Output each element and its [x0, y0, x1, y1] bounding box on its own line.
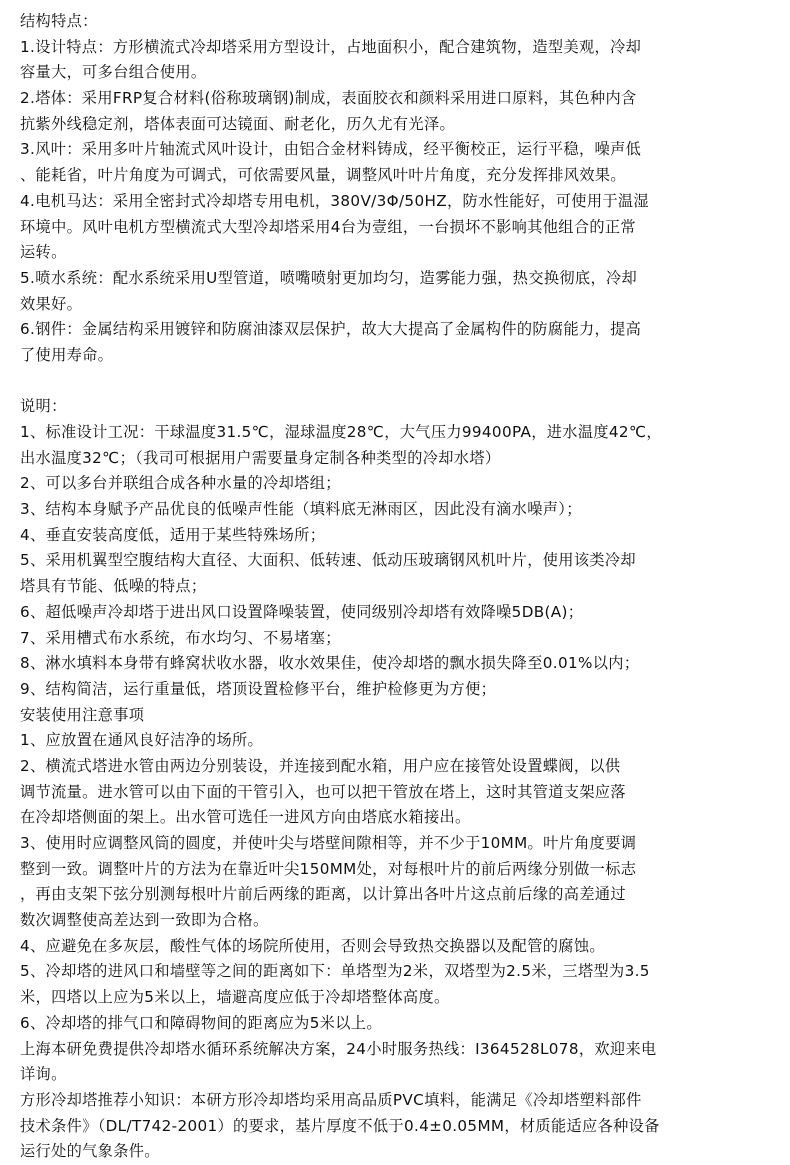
notes-line: 9、结构简洁，运行重量低，塔顶设置检修平台，维护检修更为方便；	[20, 679, 497, 698]
features-line: 2.塔体：采用FRP复合材料(俗称玻璃钢)制成，表面胶衣和颜料采用进口原料，其色种内含	[20, 89, 637, 108]
install-line: ，再由支架下弦分别测每根叶片前后两缘的距离，以计算出各叶片这点前后缘的高差通过	[20, 885, 626, 904]
install-line: 在冷却塔侧面的架上。出水管可选任一进风方向由塔底水箱接出。	[20, 808, 471, 827]
notes-heading: 说明：	[20, 397, 67, 416]
install-line: 方形冷却塔推荐小知识：本研方形冷却塔均采用高品质PVC填料，能满足《冷却塔塑料部件	[20, 1090, 642, 1109]
features-line: 了使用寿命。	[20, 345, 114, 364]
install-line: 运行处的气象条件。	[20, 1142, 160, 1161]
notes-line: 8、淋水填料本身带有蜂窝状收水器，收水效果佳，使冷却塔的飘水损失降至0.01%以内；	[20, 654, 640, 673]
install-line: 2、横流式塔进水管由两边分别装设，并连接到配水箱，用户应在接管处设置蝶阀，以供	[20, 756, 621, 775]
install-line: 上海本研免费提供冷却塔水循环系统解决方案，24小时服务热线：I364528L078，欢迎来电	[20, 1039, 657, 1058]
install-heading: 安装使用注意事项	[20, 705, 145, 724]
install-line: 1、应放置在通风良好洁净的场所。	[20, 731, 264, 750]
features-line: 4.电机马达：采用全密封式冷却塔专用电机，380V/3Φ/50HZ，防水性能好，可使用于温湿	[20, 191, 649, 210]
features-line: 、能耗省，叶片角度为可调式，可依需要风量，调整风叶叶片角度，充分发挥排风效果。	[20, 166, 626, 185]
section-spacer	[20, 369, 772, 395]
install-line: 米，四塔以上应为5米以上，墙避高度应低于冷却塔整体高度。	[20, 988, 450, 1007]
document-body	[20, 9, 772, 1165]
install-line: 6、冷却塔的排气口和障碍物间的距离应为5米以上。	[20, 1013, 382, 1032]
features-line: 容量大，可多台组合使用。	[20, 63, 207, 82]
notes-line: 5、采用机翼型空腹结构大直径、大面积、低转速、低动压玻璃钢风机叶片，使用该类冷却	[20, 551, 636, 570]
install-line: 4、应避免在多灰层，酸性气体的场院所使用，否则会导致热交换器以及配管的腐蚀。	[20, 936, 605, 955]
notes-line: 2、可以多台并联组合成各种水量的冷却塔组；	[20, 474, 341, 493]
install-line: 5、冷却塔的进风口和墙壁等之间的距离如下：单塔型为2米，双塔型为2.5米，三塔型为3.5	[20, 962, 650, 981]
install-line: 技术条件》（DL/T742-2001）的要求，基片厚度不低于0.4±0.05MM，材质能适应各种设备	[20, 1116, 660, 1135]
features-line: 1.设计特点：方形横流式冷却塔采用方型设计，占地面积小，配合建筑物，造型美观，冷却	[20, 37, 642, 56]
install-line: 调节流量。进水管可以由下面的干管引入，也可以把干管放在塔上，这时其管道支架应落	[20, 782, 626, 801]
notes-line: 4、垂直安装高度低，适用于某些特殊场所；	[20, 525, 326, 544]
features-heading: 结构特点：	[20, 12, 98, 30]
notes-line: 7、采用槽式布水系统，布水均匀、不易堵塞；	[20, 628, 341, 647]
install-line: 数次调整使高差达到一致即为合格。	[20, 911, 269, 930]
notes-line: 6、超低噪声冷却塔于进出风口设置降噪装置，使同级别冷却塔有效降噪5DB(A)；	[20, 602, 584, 621]
features-line: 运转。	[20, 243, 67, 262]
features-line: 3.风叶：采用多叶片轴流式风叶设计，由铝合金材料铸成，经平衡校正，运行平稳，噪声低	[20, 140, 642, 159]
notes-line: 3、结构本身赋予产品优良的低噪声性能（填料底无淋雨区，因此没有滴水噪声）；	[20, 500, 582, 519]
notes-line: 出水温度32℃；（我司可根据用户需要量身定制各种类型的冷却水塔）	[20, 448, 501, 467]
features-line: 抗紫外线稳定剂，塔体表面可达镜面、耐老化，历久尤有光泽。	[20, 114, 456, 133]
install-line: 3、使用时应调整风筒的圆度，并使叶尖与塔壁间隙相等，并不少于10MM。叶片角度要调	[20, 834, 637, 852]
install-line: 详询。	[20, 1065, 67, 1084]
notes-line: 1、标准设计工况：干球温度31.5℃，湿球温度28℃，大气压力99400PA，进水温度42℃，	[20, 423, 662, 441]
features-line: 效果好。	[20, 294, 83, 313]
features-line: 6.钢件：金属结构采用镀锌和防腐油漆双层保护，故大大提高了金属构件的防腐能力，提高	[20, 320, 642, 339]
install-line: 整到一致。调整叶片的方法为在靠近叶尖150MM处，对每根叶片的前后两缘分别做一标志	[20, 859, 637, 878]
features-line: 环境中。风叶电机方型横流式大型冷却塔采用4台为壹组，一台损坏不影响其他组合的正常	[20, 217, 636, 236]
features-line: 5.喷水系统：配水系统采用U型管道，喷嘴喷射更加均匀，造雾能力强，热交换彻底，冷却	[20, 268, 638, 287]
notes-line: 塔具有节能、低噪的特点；	[20, 577, 207, 596]
